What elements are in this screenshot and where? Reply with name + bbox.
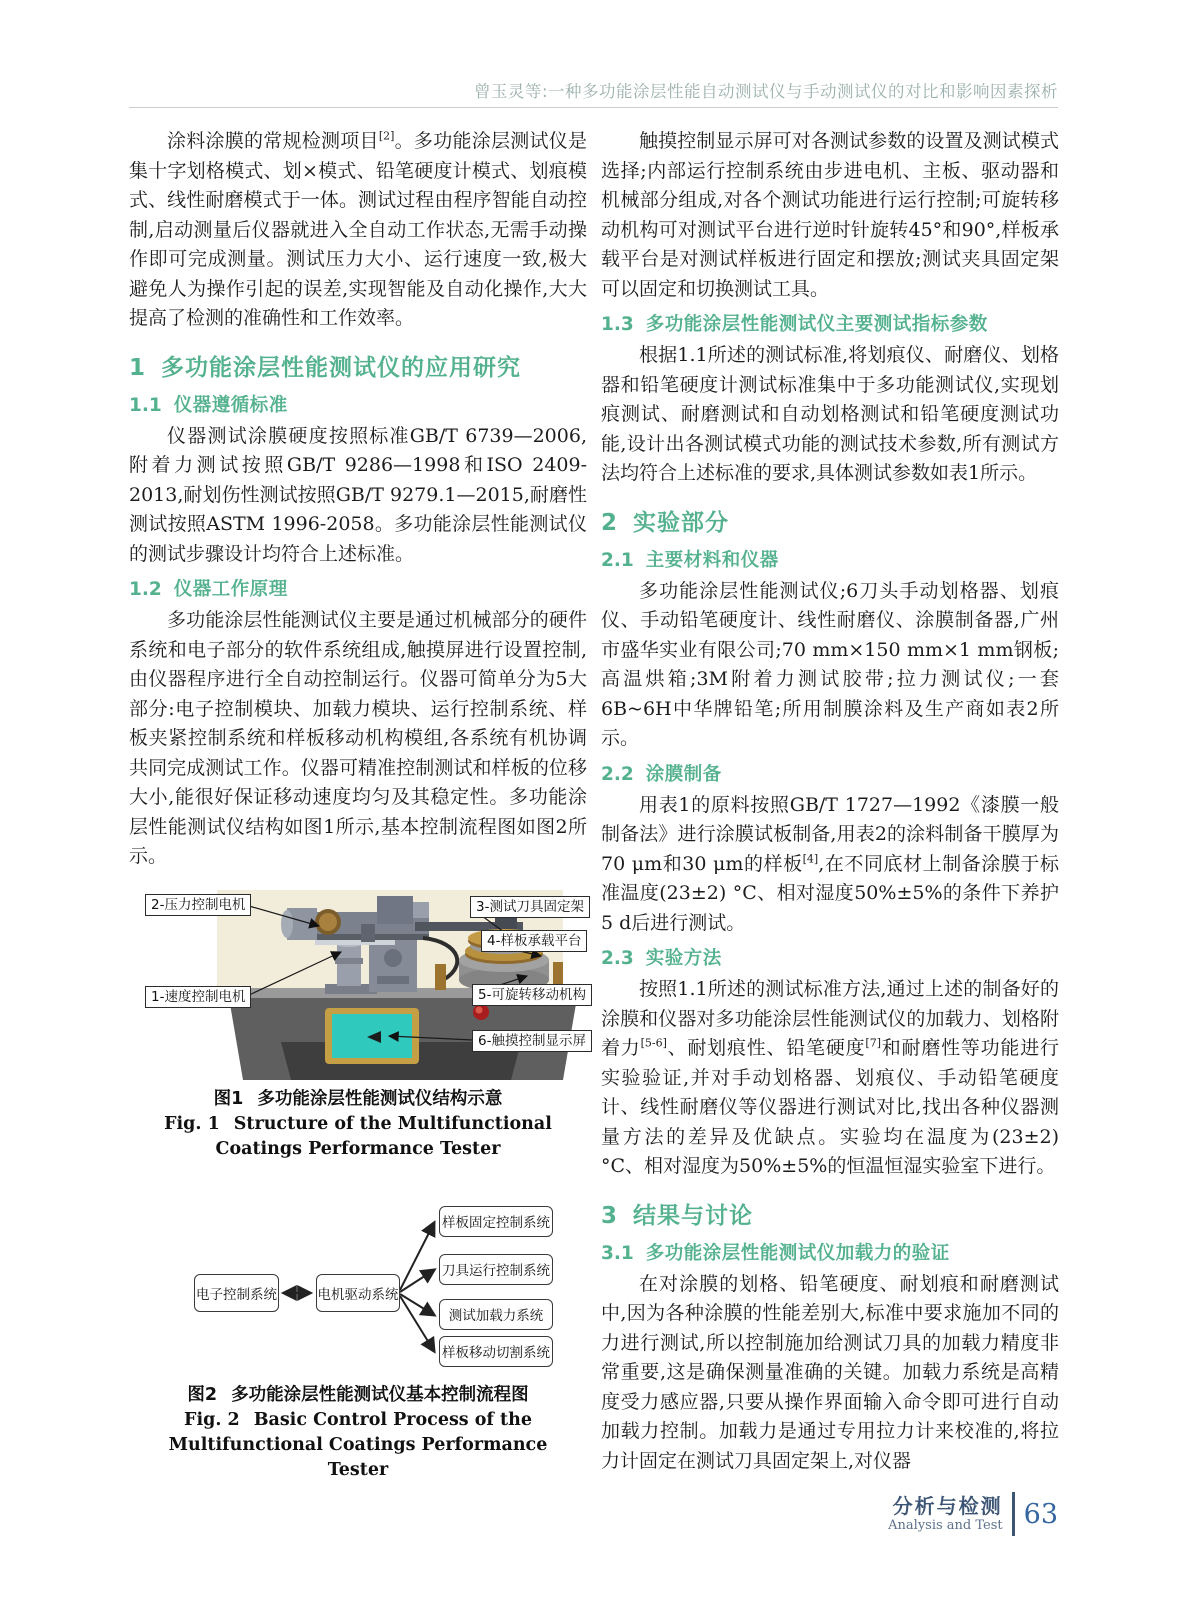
- subsection-heading-2-3: [601, 944, 1059, 970]
- figure2-caption-cn: 多功能涂层性能测试仪基本控制流程图: [231, 1384, 529, 1405]
- section-number: 1: [129, 354, 146, 381]
- paragraph-text: 。多功能涂层测试仪是集十字划格模式、划×模式、铅笔硬度计模式、划痕模式、线性耐磨模式于一体。测试过程由程序智能自动控制,启动测量后仪器就进入全自动工作状态,无需手动操作即可完成测量。测试压力大小、运行速度一致,极大避免人为操作引起的误差,实现智能及自动化操作,大大提高了检测的准确性和工作效率。: [129, 130, 587, 329]
- page-body: [129, 127, 1059, 1483]
- paragraph-1-2: 多功能涂层性能测试仪主要是通过机械部分的硬件系统和电子部分的软件系统组成,触摸屏进行设置控制,由仪器程序进行全自动控制运行。仪器可简单分为5大部分:电子控制模块、加载力模块、运行控制系统、样板夹紧控制系统和样板移动机构模组,各系统有机协调共同完成测试工作。仪器可精准控制测试和样板的位移大小,能很好保证移动速度均匀及其稳定性。多功能涂层性能测试仪结构如图1所示,基本控制流程图如图2所示。: [129, 609, 587, 867]
- page-footer: [888, 1492, 1058, 1536]
- figure1-label-speed-motor: 1-速度控制电机: [145, 986, 251, 1008]
- section-heading-3: [601, 1197, 1059, 1230]
- paragraph-text: 用表1的原料按照GB/T 1727—1992《漆膜一般制备法》进行涂膜试板制备,用表2的涂料制备干膜厚为70 μm和30 μm的样板: [601, 793, 1059, 875]
- section-title: 涂膜制备: [645, 763, 722, 785]
- journal-section-en: Analysis and Test: [888, 1518, 1003, 1533]
- section-title: 多功能涂层性能测试仪加载力的验证: [645, 1242, 950, 1264]
- paragraph-intro: [129, 127, 587, 334]
- flow-node-electronic-control: 电子控制系统: [194, 1274, 279, 1312]
- journal-section-name: [888, 1494, 1002, 1534]
- paragraph-2-2: [601, 791, 1059, 939]
- subsection-heading-1-2: [129, 575, 587, 601]
- paragraph-2-1: 多功能涂层性能测试仪;6刀头手动划格器、划痕仪、手动铅笔硬度计、线性耐磨仪、涂膜制备器,广州市盛华实业有限公司;70 mm×150 mm×1 mm钢板;高温烘箱;3M附着力测试胶带;拉力测试仪;一套6B~6H中华牌铅笔;所用制膜涂料及生产商如表2所示。: [601, 579, 1059, 749]
- flow-node-sample-moving: 样板移动切割系统: [439, 1336, 553, 1367]
- flow-node-loading-force: 测试加载力系统: [439, 1299, 553, 1330]
- section-number: 2.1: [601, 549, 634, 571]
- paragraph-1-1: 仪器测试涂膜硬度按照标准GB/T 6739—2006,附着力测试按照GB/T 9286—1998和ISO 2409-2013,耐划伤性测试按照GB/T 9279.1—2015,耐磨性测试按照ASTM 1996-2058。多功能涂层性能测试仪的测试步骤设计均符合上述标准。: [129, 424, 587, 565]
- section-number: 3: [601, 1202, 618, 1229]
- figure2-control-flowchart: [129, 1186, 589, 1378]
- flow-node-motor-drive: 电机驱动系统: [316, 1274, 400, 1312]
- section-title: 多功能涂层性能测试仪的应用研究: [161, 354, 522, 381]
- figure1-label-rotary-mechanism: 5-可旋转移动机构: [472, 984, 592, 1006]
- paragraph-3-1: 在对涂膜的划格、铅笔硬度、耐划痕和耐磨测试中,因为各种涂膜的性能差别大,标准中要求施加不同的力进行测试,所以控制施加给测试刀具的加载力精度非常重要,这是确保测量准确的关键。加载力系统是高精度受力感应器,只要从操作界面输入命令即可进行自动加载力控制。加载力是通过专用拉力计来校准的,将拉力计固定在测试刀具固定架上,对仪器: [601, 1272, 1059, 1472]
- emergency-button: [473, 1004, 489, 1020]
- section-heading-2: [601, 504, 1059, 537]
- paragraph-touchscreen: 触摸控制显示屏可对各测试参数的设置及测试模式选择;内部运行控制系统由步进电机、主板、驱动器和机械部分组成,对各个测试功能进行运行控制;可旋转移动机构可对测试平台进行逆时针旋转45°和90°,样板承载平台是对测试样板进行固定和摆放;测试夹具固定架可以固定和切换测试工具。: [601, 130, 1059, 300]
- citation-ref: [5-6]: [640, 1036, 667, 1050]
- figure1-caption: [129, 1086, 587, 1162]
- figure1-label-touch-screen: 6-触摸控制显示屏: [472, 1030, 592, 1052]
- section-number: 2: [601, 509, 618, 536]
- right-column: [601, 127, 1059, 1483]
- flow-node-tool-running: 刀具运行控制系统: [439, 1254, 553, 1285]
- figure1-label-sample-platform: 4-样板承载平台: [481, 930, 587, 952]
- figure2-caption-number-en: Fig. 2: [184, 1409, 240, 1430]
- paragraph-1-3: 根据1.1所述的测试标准,将划痕仪、耐磨仪、划格器和铅笔硬度计测试标准集中于多功能测试仪,实现划痕测试、耐磨测试和自动划格测试和铅笔硬度测试功能,设计出各测试模式功能的测试技术参数,所有测试方法均符合上述标准的要求,具体测试参数如表1所示。: [601, 344, 1059, 484]
- subsection-heading-2-2: [601, 760, 1059, 786]
- subsection-heading-1-3: [601, 310, 1059, 336]
- section-title: 实验部分: [633, 509, 730, 536]
- subsection-heading-3-1: [601, 1239, 1059, 1265]
- section-number: 1.1: [129, 394, 162, 416]
- section-title: 仪器工作原理: [173, 579, 288, 600]
- section-title: 多功能涂层性能测试仪主要测试指标参数: [645, 314, 988, 335]
- running-head: 曾玉灵等:一种多功能涂层性能自动测试仪与手动测试仪的对比和影响因素探析: [473, 82, 1058, 101]
- footer-divider: [1012, 1492, 1015, 1536]
- journal-section-cn: 分析与检测: [892, 1494, 1003, 1518]
- machine-touchscreen: [325, 1008, 419, 1064]
- paragraph-text: 按照1.1所述的测试标准方法,通过上述的制备好的涂膜和仪器对多功能涂层性能测试仪的加载力、划格附着力: [601, 978, 1059, 1059]
- section-number: 1.3: [601, 314, 634, 335]
- paragraph-text: 、耐划痕性、铅笔硬度: [666, 1037, 866, 1059]
- section-title: 主要材料和仪器: [645, 549, 779, 571]
- section-number: 1.2: [129, 579, 162, 600]
- section-heading-1: [129, 349, 587, 382]
- paragraph-text: 涂料涂膜的常规检测项目: [167, 130, 379, 152]
- figure2-caption: [129, 1382, 587, 1483]
- section-title: 仪器遵循标准: [173, 394, 288, 416]
- section-number: 2.2: [601, 763, 634, 785]
- section-number: 2.3: [601, 948, 634, 969]
- left-column: [129, 127, 587, 1483]
- figure1-caption-en: Structure of the Multifunctional Coatings Performance Tester: [215, 1113, 552, 1159]
- subsection-heading-1-1: [129, 391, 587, 417]
- paragraph-text: ,在不同底材上制备涂膜于标准温度(23±2) °C、相对湿度50%±5%的条件下养护5 d后进行测试。: [601, 852, 1059, 934]
- section-title: 实验方法: [645, 948, 722, 969]
- figure1-tester-structure: [129, 884, 589, 1080]
- figure1-caption-number-en: Fig. 1: [164, 1113, 220, 1134]
- section-title: 结果与讨论: [633, 1202, 754, 1229]
- citation-ref: [4]: [802, 852, 819, 866]
- flow-node-sample-fixing: 样板固定控制系统: [439, 1206, 553, 1237]
- figure1-label-tool-holder: 3-测试刀具固定架: [470, 896, 590, 918]
- subsection-heading-2-1: [601, 546, 1059, 572]
- paragraph-text: 和耐磨性等功能进行实验验证,并对手动划格器、划痕仪、手动铅笔硬度计、线性耐磨仪等仪器进行测试对比,找出各种仪器测量方法的差异及优缺点。实验均在温度为(23±2) °C、相对湿度为50%±5%的恒温恒湿实验室下进行。: [601, 1037, 1059, 1177]
- citation-ref: [7]: [865, 1036, 881, 1050]
- figure2-caption-en: Basic Control Process of the Multifunctional Coatings Performance Tester: [168, 1409, 548, 1480]
- paragraph-2-3: [601, 975, 1059, 1182]
- figure2-caption-number: 图2: [187, 1384, 218, 1405]
- header-rule: [129, 107, 1058, 108]
- figure1-label-pressure-motor: 2-压力控制电机: [145, 894, 251, 916]
- page-number: 63: [1023, 1498, 1058, 1530]
- section-number: 3.1: [601, 1242, 634, 1264]
- figure1-caption-number: 图1: [213, 1088, 244, 1109]
- citation-ref: [2]: [378, 129, 395, 143]
- figure1-caption-cn: 多功能涂层性能测试仪结构示意: [257, 1088, 503, 1109]
